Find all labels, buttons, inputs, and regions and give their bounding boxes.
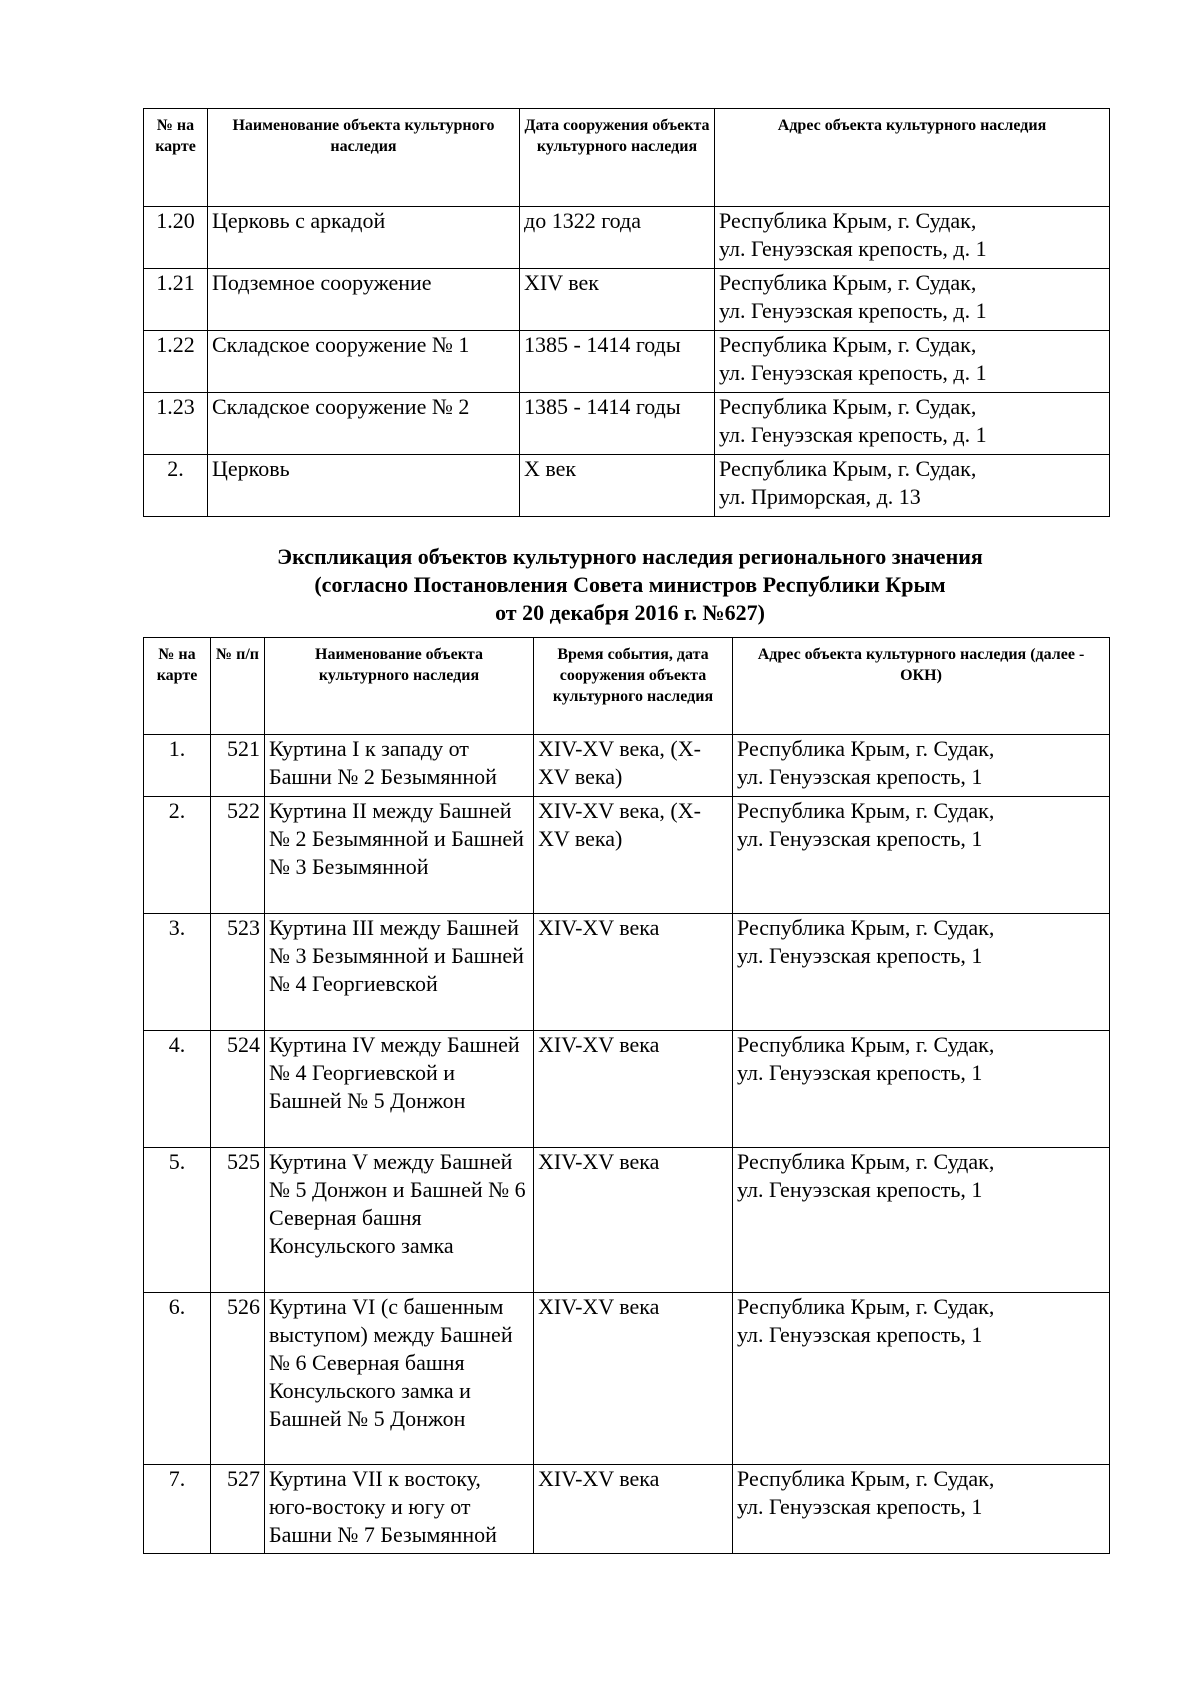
table-row	[144, 1293, 1110, 1465]
heading-line-2: (согласно Постановления Совета министров Республики Крым	[314, 572, 946, 597]
cell-name: Складское сооружение № 1	[208, 331, 520, 393]
cell-map-no: 1.22	[144, 331, 208, 393]
cell-date: XIV век	[520, 269, 715, 331]
heading-line-1: Экспликация объектов культурного наследия регионального значения	[277, 544, 983, 569]
cell-address: Республика Крым, г. Судак, ул. Генуэзская крепость, 1	[733, 797, 1110, 914]
cell-date: XIV-XV века, (X-XV века)	[534, 735, 733, 797]
cell-map-no: 6.	[144, 1293, 211, 1465]
cell-address: Республика Крым, г. Судак, ул. Генуэзская крепость, 1	[733, 1293, 1110, 1465]
cell-map-no: 1.	[144, 735, 211, 797]
cell-date: XIV-XV века	[534, 1031, 733, 1148]
cell-address: Республика Крым, г. Судак, ул. Генуэзская крепость, 1	[733, 1465, 1110, 1554]
cell-address: Республика Крым, г. Судак, ул. Генуэзская крепость, 1	[733, 1031, 1110, 1148]
cell-name: Куртина V между Башней № 5 Донжон и Башней № 6 Северная башня Консульского замка	[265, 1148, 534, 1293]
cell-map-no: 3.	[144, 914, 211, 1031]
cell-address: Республика Крым, г. Судак, ул. Генуэзская крепость, 1	[733, 1148, 1110, 1293]
cell-seq-no: 526	[211, 1293, 265, 1465]
cell-date: 1385 - 1414 годы	[520, 331, 715, 393]
cell-date: XIV-XV века	[534, 1293, 733, 1465]
cell-address: Республика Крым, г. Судак, ул. Генуэзская крепость, д. 1	[715, 269, 1110, 331]
cell-map-no: 7.	[144, 1465, 211, 1554]
table-1	[143, 108, 1110, 517]
cell-date: XIV-XV века	[534, 1148, 733, 1293]
heading-line-3: от 20 декабря 2016 г. №627)	[495, 600, 765, 625]
cell-map-no: 2.	[144, 797, 211, 914]
cell-name: Подземное сооружение	[208, 269, 520, 331]
table-row	[144, 1148, 1110, 1293]
cell-address: Республика Крым, г. Судак, ул. Генуэзская крепость, 1	[733, 914, 1110, 1031]
table-row	[144, 1465, 1110, 1554]
cell-date: X век	[520, 455, 715, 517]
table-1-header-row	[144, 109, 1110, 207]
cell-address: Республика Крым, г. Судак, ул. Генуэзская крепость, д. 1	[715, 207, 1110, 269]
header-address: Адрес объекта культурного наследия	[715, 109, 1110, 207]
cell-date: XIV-XV века	[534, 1465, 733, 1554]
cell-map-no: 2.	[144, 455, 208, 517]
cell-name: Куртина IV между Башней № 4 Георгиевской и Башней № 5 Донжон	[265, 1031, 534, 1148]
cell-name: Куртина III между Башней № 3 Безымянной и Башней № 4 Георгиевской	[265, 914, 534, 1031]
cell-name: Церковь с аркадой	[208, 207, 520, 269]
table-row	[144, 735, 1110, 797]
table-2	[143, 637, 1110, 1554]
cell-date: 1385 - 1414 годы	[520, 393, 715, 455]
cell-date: XIV-XV века	[534, 914, 733, 1031]
cell-address: Республика Крым, г. Судак, ул. Генуэзская крепость, д. 1	[715, 393, 1110, 455]
table-row	[144, 331, 1110, 393]
header-address: Адрес объекта культурного наследия (далее - ОКН)	[733, 638, 1110, 735]
cell-name: Куртина II между Башней № 2 Безымянной и Башней № 3 Безымянной	[265, 797, 534, 914]
header-name: Наименование объекта культурного наследия	[208, 109, 520, 207]
cell-seq-no: 524	[211, 1031, 265, 1148]
cell-date: XIV-XV века, (X-XV века)	[534, 797, 733, 914]
header-seq-no: № п/п	[211, 638, 265, 735]
table-row	[144, 393, 1110, 455]
cell-map-no: 1.21	[144, 269, 208, 331]
cell-address: Республика Крым, г. Судак, ул. Генуэзская крепость, 1	[733, 735, 1110, 797]
cell-seq-no: 521	[211, 735, 265, 797]
table-row	[144, 914, 1110, 1031]
cell-name: Куртина VI (с башенным выступом) между Башней № 6 Северная башня Консульского замка и Башней № 5 Донжон	[265, 1293, 534, 1465]
cell-seq-no: 527	[211, 1465, 265, 1554]
header-date: Время события, дата сооружения объекта культурного наследия	[534, 638, 733, 735]
cell-address: Республика Крым, г. Судак, ул. Приморская, д. 13	[715, 455, 1110, 517]
cell-seq-no: 522	[211, 797, 265, 914]
header-map-no: № на карте	[144, 638, 211, 735]
header-map-no: № на карте	[144, 109, 208, 207]
table-2-header-row	[144, 638, 1110, 735]
header-date: Дата сооружения объекта культурного наследия	[520, 109, 715, 207]
cell-date: до 1322 года	[520, 207, 715, 269]
cell-map-no: 1.20	[144, 207, 208, 269]
cell-name: Церковь	[208, 455, 520, 517]
cell-seq-no: 525	[211, 1148, 265, 1293]
cell-map-no: 5.	[144, 1148, 211, 1293]
table-row	[144, 455, 1110, 517]
cell-name: Куртина I к западу от Башни № 2 Безымянной	[265, 735, 534, 797]
cell-map-no: 4.	[144, 1031, 211, 1148]
table-row	[144, 207, 1110, 269]
table-row	[144, 1031, 1110, 1148]
table-row	[144, 269, 1110, 331]
cell-seq-no: 523	[211, 914, 265, 1031]
section-heading	[0, 543, 1200, 627]
cell-address: Республика Крым, г. Судак, ул. Генуэзская крепость, д. 1	[715, 331, 1110, 393]
cell-name: Куртина VII к востоку, юго-востоку и югу от Башни № 7 Безымянной	[265, 1465, 534, 1554]
header-name: Наименование объекта культурного наследия	[265, 638, 534, 735]
table-row	[144, 797, 1110, 914]
cell-name: Складское сооружение № 2	[208, 393, 520, 455]
cell-map-no: 1.23	[144, 393, 208, 455]
